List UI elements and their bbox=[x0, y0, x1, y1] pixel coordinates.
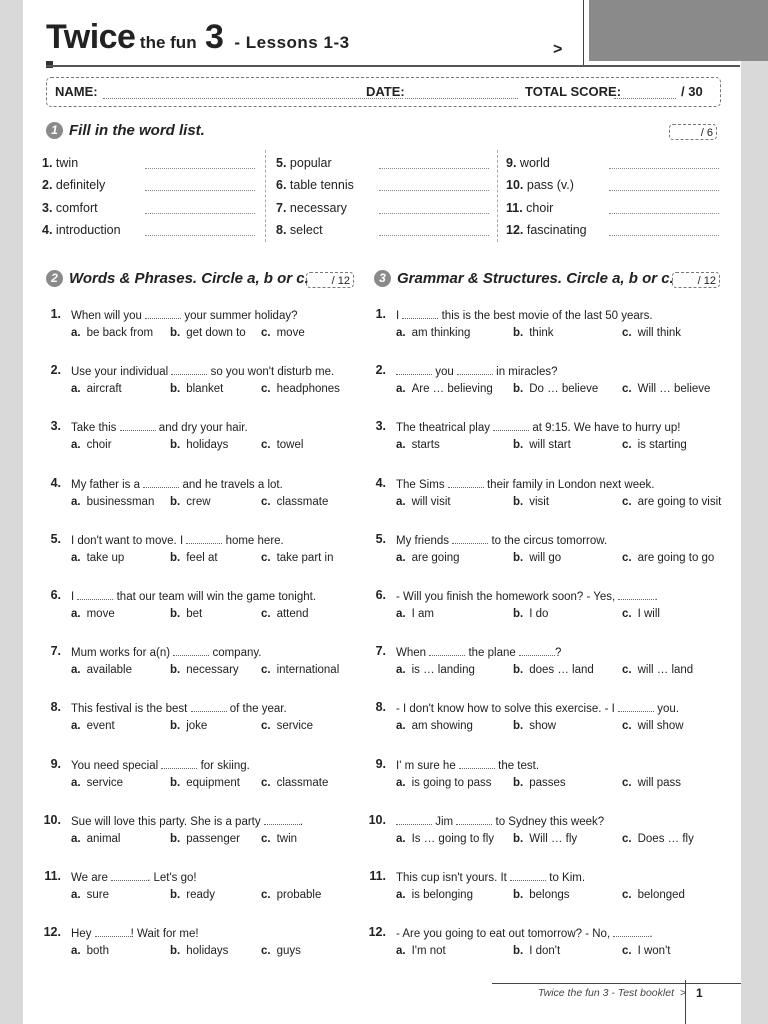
word-list-item: 12. fascinating bbox=[506, 223, 587, 237]
answer-blank[interactable] bbox=[396, 814, 432, 825]
date-label: DATE: bbox=[366, 84, 405, 99]
option-b[interactable]: b. Will … fly bbox=[513, 832, 578, 845]
option-a[interactable]: a. Is … going to fly bbox=[396, 832, 495, 845]
answer-blank[interactable] bbox=[493, 420, 529, 431]
word-list-item: 11. choir bbox=[506, 201, 554, 215]
option-a[interactable]: a. is going to pass bbox=[396, 776, 492, 789]
option-a[interactable]: a. animal bbox=[71, 832, 121, 845]
header-divider bbox=[583, 0, 584, 66]
option-b[interactable]: b. does … land bbox=[513, 664, 594, 677]
question-stem: 2. Use your individual so you won't disturb me. bbox=[71, 364, 334, 378]
option-c[interactable]: c. probable bbox=[261, 889, 322, 901]
option-b[interactable]: b. feel at bbox=[170, 551, 218, 564]
answer-blank[interactable] bbox=[77, 589, 113, 600]
option-c[interactable]: c. service bbox=[261, 720, 314, 733]
question-stem: 6. - Will you finish the homework soon? - Yes, . bbox=[396, 589, 658, 603]
option-b[interactable]: b. holidays bbox=[170, 945, 229, 958]
answer-blank[interactable] bbox=[613, 926, 649, 937]
question-number: 8. bbox=[375, 700, 386, 715]
answer-line[interactable] bbox=[379, 168, 489, 169]
answer-line[interactable] bbox=[609, 168, 719, 169]
option-c[interactable]: c. I won't bbox=[622, 945, 671, 958]
question-stem: 10. Sue will love this party. She is a party . bbox=[71, 814, 303, 828]
word-list-item: 3. comfort bbox=[42, 201, 98, 215]
arrow-icon: > bbox=[553, 41, 563, 58]
section1-title: 1 Fill in the word list. bbox=[46, 122, 205, 139]
student-info-box bbox=[46, 77, 721, 107]
option-c[interactable]: c. classmate bbox=[261, 495, 329, 508]
question-stem: 9. I' m sure he the test. bbox=[396, 758, 539, 772]
question-number: 9. bbox=[375, 756, 386, 771]
word-list-item: 7. necessary bbox=[276, 201, 347, 215]
option-a[interactable]: a. available bbox=[71, 664, 132, 677]
option-a[interactable]: a. both bbox=[71, 945, 109, 958]
word-list-item: 2. definitely bbox=[42, 178, 106, 192]
question-stem: 9. You need special for skiing. bbox=[71, 758, 250, 772]
option-b[interactable]: b. necessary bbox=[170, 664, 239, 677]
question-number: 12. bbox=[368, 925, 386, 940]
total-score-max: / 30 bbox=[681, 84, 703, 99]
word-list-item: 9. world bbox=[506, 156, 550, 170]
question-number: 11. bbox=[369, 869, 386, 883]
option-b[interactable]: b. joke bbox=[170, 720, 208, 733]
answer-blank[interactable] bbox=[161, 758, 197, 769]
question-stem: 3. Take this and dry your hair. bbox=[71, 420, 248, 434]
question-stem: 8. - I don't know how to solve this exercise. - I you. bbox=[396, 701, 679, 715]
option-a[interactable]: a. am showing bbox=[396, 720, 473, 733]
answer-line[interactable] bbox=[379, 213, 489, 214]
section1-number: 1 bbox=[46, 122, 63, 139]
option-c[interactable]: c. international bbox=[261, 664, 340, 677]
question-stem: 11. We are . Let's go! bbox=[71, 870, 197, 884]
question-stem: 10. Jim to Sydney this week? bbox=[396, 814, 604, 828]
question-number: 6. bbox=[375, 588, 386, 602]
option-c[interactable]: c. will pass bbox=[622, 776, 682, 789]
option-b[interactable]: b. equipment bbox=[170, 776, 240, 789]
option-a[interactable]: a. am thinking bbox=[396, 327, 471, 339]
arrow-icon: > bbox=[679, 987, 686, 999]
section3-title: 3 Grammar & Structures. Circle a, b or c. bbox=[374, 270, 674, 287]
page-title: Twice the fun 3 - Lessons 1-3 bbox=[46, 18, 350, 56]
option-b[interactable]: b. crew bbox=[170, 495, 211, 508]
option-b[interactable]: b. passes bbox=[513, 776, 566, 789]
answer-blank[interactable] bbox=[457, 364, 493, 375]
question-stem: 2. you in miracles? bbox=[396, 364, 558, 378]
answer-line[interactable] bbox=[145, 235, 255, 236]
word-list-item: 8. select bbox=[276, 223, 323, 237]
option-b[interactable]: b. get down to bbox=[170, 327, 246, 339]
question-stem: 12. - Are you going to eat out tomorrow? - No, . bbox=[396, 926, 653, 940]
answer-blank[interactable] bbox=[452, 533, 488, 544]
column-divider bbox=[265, 150, 266, 242]
section2-title: 2 Words & Phrases. Circle a, b or c. bbox=[46, 270, 309, 287]
answer-blank[interactable] bbox=[429, 645, 465, 656]
option-a[interactable]: a. is … landing bbox=[396, 664, 475, 677]
answer-blank[interactable] bbox=[95, 926, 131, 937]
answer-blank[interactable] bbox=[402, 308, 438, 319]
option-c[interactable]: c. attend bbox=[261, 608, 309, 620]
question-number: 1. bbox=[50, 307, 61, 321]
answer-blank[interactable] bbox=[111, 870, 147, 881]
question-stem: 5. I don't want to move. I home here. bbox=[71, 533, 284, 547]
question-number: 4. bbox=[375, 475, 386, 490]
option-a[interactable]: a. starts bbox=[396, 439, 440, 452]
word-list-item: 1. twin bbox=[42, 156, 79, 170]
answer-blank[interactable] bbox=[459, 758, 495, 769]
option-c[interactable]: c. move bbox=[261, 327, 305, 339]
question-number: 2. bbox=[375, 363, 386, 378]
answer-blank[interactable] bbox=[143, 477, 179, 488]
question-number: 8. bbox=[50, 700, 61, 715]
answer-blank[interactable] bbox=[510, 870, 546, 881]
footer-text: Twice the fun 3 - Test booklet > bbox=[538, 987, 686, 999]
option-c[interactable]: c. are going to visit bbox=[622, 495, 722, 508]
answer-blank[interactable] bbox=[448, 477, 484, 488]
page-number: 1 bbox=[696, 986, 703, 1000]
option-b[interactable]: b. show bbox=[513, 720, 557, 733]
option-c[interactable]: c. Does … fly bbox=[622, 832, 694, 845]
option-a[interactable]: a. I'm not bbox=[396, 945, 446, 958]
question-number: 3. bbox=[375, 419, 386, 434]
option-a[interactable]: a. I am bbox=[396, 608, 434, 620]
option-b[interactable]: b. blanket bbox=[170, 383, 224, 396]
answer-blank[interactable] bbox=[120, 420, 156, 431]
option-a[interactable]: a. Are … believing bbox=[396, 383, 493, 396]
option-b[interactable]: b. I do bbox=[513, 608, 549, 620]
question-number: 1. bbox=[375, 307, 386, 321]
right-margin-band bbox=[741, 0, 768, 1024]
section2-score[interactable]: / 12 bbox=[306, 272, 354, 288]
section3-score[interactable]: / 12 bbox=[672, 272, 720, 288]
answer-blank[interactable] bbox=[173, 645, 209, 656]
answer-blank[interactable] bbox=[264, 814, 300, 825]
section1-score[interactable]: / 6 bbox=[669, 124, 717, 140]
option-c[interactable]: c. Will … believe bbox=[622, 383, 711, 396]
answer-line[interactable] bbox=[145, 190, 255, 191]
question-number: 12. bbox=[43, 925, 61, 940]
option-a[interactable]: a. take up bbox=[71, 551, 125, 564]
option-b[interactable]: b. Do … believe bbox=[513, 383, 599, 396]
question-number: 4. bbox=[50, 475, 61, 490]
question-number: 2. bbox=[50, 363, 61, 378]
option-a[interactable]: a. are going bbox=[396, 551, 460, 564]
question-stem: 5. My friends to the circus tomorrow. bbox=[396, 533, 607, 547]
total-score-label: TOTAL SCORE: bbox=[525, 84, 622, 99]
answer-blank[interactable] bbox=[145, 308, 181, 319]
question-number: 7. bbox=[50, 644, 61, 659]
option-c[interactable]: c. will show bbox=[622, 720, 684, 733]
option-c[interactable]: c. twin bbox=[261, 832, 298, 845]
option-c[interactable]: c. headphones bbox=[261, 383, 340, 396]
question-stem: 7. When the plane ? bbox=[396, 645, 561, 659]
answer-line[interactable] bbox=[609, 190, 719, 191]
option-b[interactable]: b. will start bbox=[513, 439, 571, 452]
option-b[interactable]: b. will go bbox=[513, 551, 562, 564]
option-c[interactable]: c. I will bbox=[622, 608, 660, 620]
word-list-item: 6. table tennis bbox=[276, 178, 354, 192]
option-a[interactable]: a. sure bbox=[71, 889, 109, 901]
question-stem: 6. I that our team will win the game tonight. bbox=[71, 589, 316, 603]
left-margin-band bbox=[0, 0, 23, 1024]
column-divider bbox=[497, 150, 498, 242]
option-b[interactable]: b. visit bbox=[513, 495, 550, 508]
option-c[interactable]: c. towel bbox=[261, 439, 304, 452]
answer-line[interactable] bbox=[609, 235, 719, 236]
answer-line[interactable] bbox=[379, 190, 489, 191]
option-b[interactable]: b. bet bbox=[170, 608, 203, 620]
option-a[interactable]: a. service bbox=[71, 776, 124, 789]
section2-number: 2 bbox=[46, 270, 63, 287]
option-b[interactable]: b. I don't bbox=[513, 945, 561, 958]
option-c[interactable]: c. classmate bbox=[261, 776, 329, 789]
question-number: 3. bbox=[50, 419, 61, 434]
answer-line[interactable] bbox=[145, 213, 255, 214]
option-c[interactable]: c. guys bbox=[261, 945, 301, 958]
option-c[interactable]: c. belonged bbox=[622, 889, 685, 901]
question-number: 6. bbox=[50, 588, 61, 602]
total-score-field[interactable] bbox=[614, 98, 676, 99]
option-c[interactable]: c. take part in bbox=[261, 551, 334, 564]
question-number: 7. bbox=[375, 644, 386, 659]
option-a[interactable]: a. will visit bbox=[396, 495, 451, 508]
question-number: 11. bbox=[44, 869, 61, 883]
name-label: NAME: bbox=[55, 84, 98, 99]
question-stem: 12. Hey ! Wait for me! bbox=[71, 926, 199, 940]
word-list-item: 5. popular bbox=[276, 156, 332, 170]
option-c[interactable]: c. will think bbox=[622, 327, 682, 339]
option-b[interactable]: b. belongs bbox=[513, 889, 570, 901]
question-number: 9. bbox=[50, 756, 61, 771]
option-b[interactable]: b. holidays bbox=[170, 439, 229, 452]
answer-line[interactable] bbox=[145, 168, 255, 169]
word-list-item: 10. pass (v.) bbox=[506, 178, 574, 192]
option-a[interactable]: a. choir bbox=[71, 439, 112, 452]
option-b[interactable]: b. think bbox=[513, 327, 554, 339]
header-rule bbox=[46, 65, 740, 67]
option-b[interactable]: b. passenger bbox=[170, 832, 240, 845]
question-stem: 11. This cup isn't yours. It to Kim. bbox=[396, 870, 585, 884]
answer-blank[interactable] bbox=[456, 814, 492, 825]
word-list-item: 4. introduction bbox=[42, 223, 121, 237]
option-a[interactable]: a. event bbox=[71, 720, 115, 733]
question-stem: 8. This festival is the best of the year. bbox=[71, 701, 287, 715]
question-stem: 1. I this is the best movie of the last 50 years. bbox=[396, 308, 653, 322]
answer-blank[interactable] bbox=[618, 589, 654, 600]
question-stem: 1. When will you your summer holiday? bbox=[71, 308, 298, 322]
option-a[interactable]: a. aircraft bbox=[71, 383, 122, 396]
answer-blank[interactable] bbox=[618, 701, 654, 712]
option-c[interactable]: c. are going to go bbox=[622, 551, 715, 564]
question-stem: 7. Mum works for a(n) company. bbox=[71, 645, 261, 659]
footer-rule bbox=[492, 983, 741, 984]
option-a[interactable]: a. be back from bbox=[71, 327, 154, 339]
option-c[interactable]: c. will … land bbox=[622, 664, 694, 677]
corner-block bbox=[589, 0, 768, 61]
section3-number: 3 bbox=[374, 270, 391, 287]
question-stem: 4. My father is a and he travels a lot. bbox=[71, 477, 283, 491]
question-number: 5. bbox=[375, 531, 386, 546]
answer-blank[interactable] bbox=[396, 364, 432, 375]
answer-blank[interactable] bbox=[191, 701, 227, 712]
question-stem: 3. The theatrical play at 9:15. We have to hurry up! bbox=[396, 420, 680, 434]
answer-blank[interactable] bbox=[186, 533, 222, 544]
question-number: 10. bbox=[368, 812, 386, 827]
date-field[interactable] bbox=[405, 98, 518, 99]
question-number: 10. bbox=[43, 812, 61, 827]
answer-line[interactable] bbox=[379, 235, 489, 236]
option-c[interactable]: c. is starting bbox=[622, 439, 687, 452]
answer-line[interactable] bbox=[609, 213, 719, 214]
option-a[interactable]: a. move bbox=[71, 608, 115, 620]
question-stem: 4. The Sims their family in London next week. bbox=[396, 477, 654, 491]
option-a[interactable]: a. is belonging bbox=[396, 889, 473, 901]
name-field[interactable] bbox=[103, 98, 403, 99]
option-a[interactable]: a. businessman bbox=[71, 495, 155, 508]
answer-blank[interactable] bbox=[519, 645, 555, 656]
answer-blank[interactable] bbox=[171, 364, 207, 375]
option-b[interactable]: b. ready bbox=[170, 889, 216, 901]
question-number: 5. bbox=[50, 531, 61, 546]
